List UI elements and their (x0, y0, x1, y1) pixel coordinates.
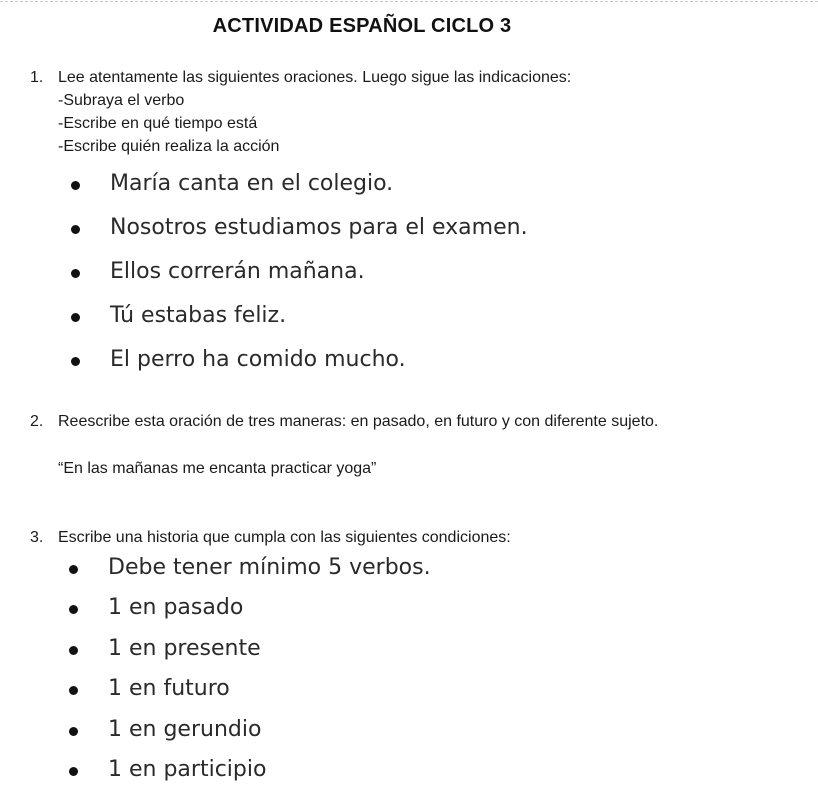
bullet-icon (69, 686, 78, 695)
bullet-icon (71, 181, 80, 190)
instruction-write-tense: -Escribe en qué tiempo está (58, 115, 258, 132)
bullet-icon (71, 357, 80, 366)
condition-text: 1 en pasado (108, 595, 244, 620)
sentence-text: Nosotros estudiamos para el examen. (110, 215, 528, 240)
condition-text: 1 en participio (108, 757, 267, 782)
condition-text: Debe tener mínimo 5 verbos. (108, 555, 431, 580)
bullet-icon (71, 269, 80, 278)
instruction-write-subject: -Escribe quién realiza la acción (58, 138, 280, 155)
bullet-icon (69, 767, 78, 776)
question-2-text: Reescribe esta oración de tres maneras: en pasado, en futuro y con diferente sujeto. (58, 413, 659, 430)
bullet-icon (71, 225, 80, 234)
question-1-text: Lee atentamente las siguientes oraciones. Luego sigue las indicaciones: (58, 69, 572, 86)
question-1-number: 1. (30, 69, 44, 86)
bullet-icon (69, 646, 78, 655)
sentence-text: El perro ha comido mucho. (110, 347, 406, 372)
quoted-sentence: “En las mañanas me encanta practicar yoga” (58, 460, 377, 477)
sentence-text: Tú estabas feliz. (110, 303, 287, 328)
question-2-number: 2. (30, 413, 44, 430)
question-3-number: 3. (30, 529, 44, 546)
condition-text: 1 en gerundio (108, 717, 262, 742)
sentence-text: Ellos correrán mañana. (110, 259, 365, 284)
bullet-icon (69, 565, 78, 574)
condition-text: 1 en presente (108, 636, 261, 661)
bullet-icon (69, 727, 78, 736)
page-title: ACTIVIDAD ESPAÑOL CICLO 3 (212, 15, 512, 37)
sentence-text: María canta en el colegio. (110, 171, 394, 196)
condition-text: 1 en futuro (108, 676, 230, 701)
page-top-border (0, 1, 818, 2)
instruction-underline-verb: -Subraya el verbo (58, 92, 185, 109)
question-3-text: Escribe una historia que cumpla con las siguientes condiciones: (58, 529, 511, 546)
bullet-icon (69, 605, 78, 614)
bullet-icon (71, 313, 80, 322)
